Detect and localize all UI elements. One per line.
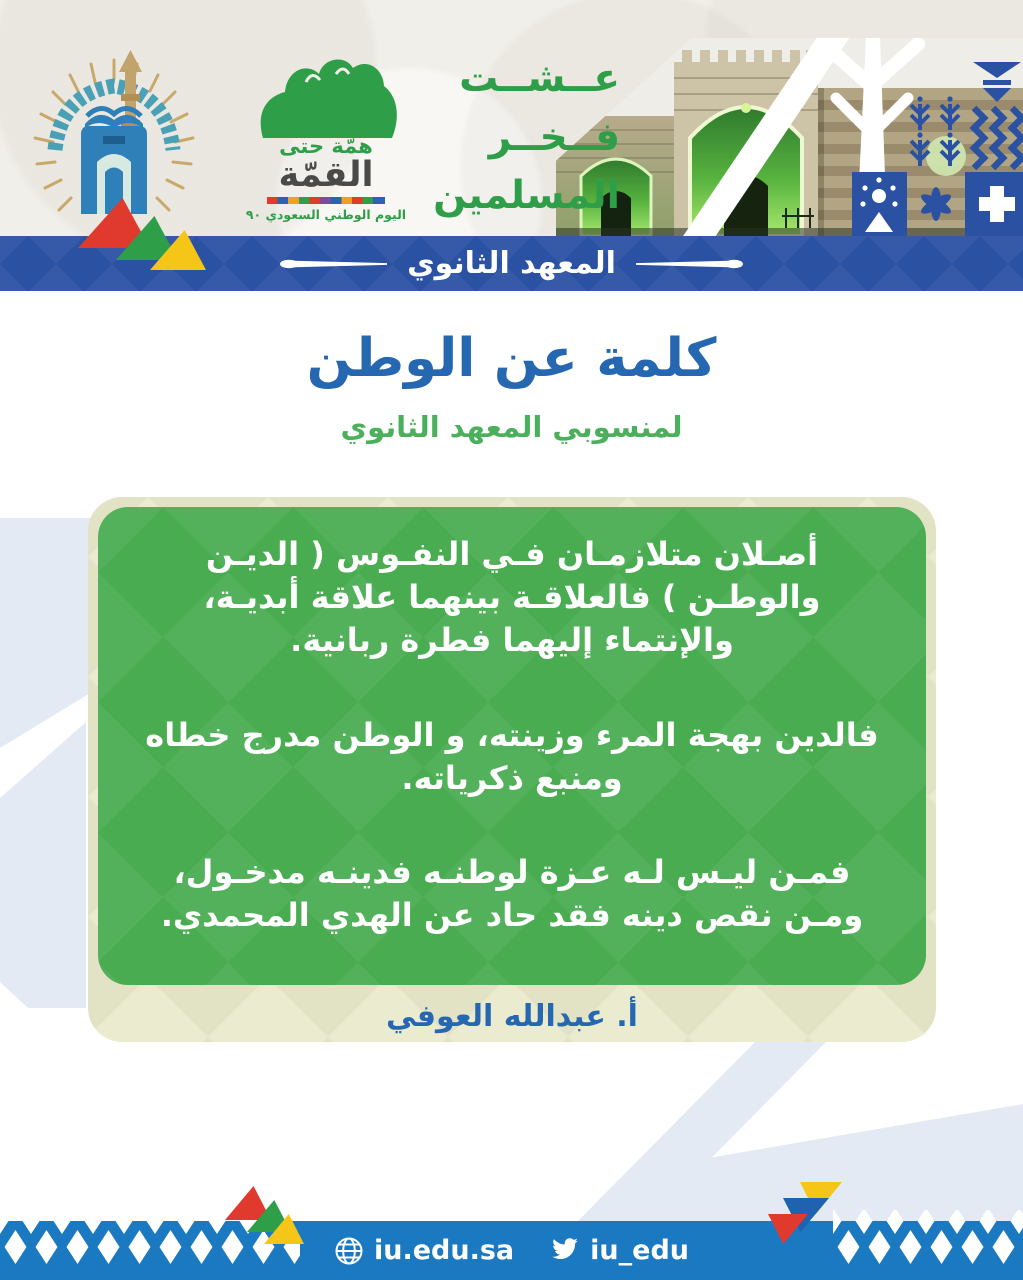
message-card <box>88 497 936 1042</box>
message-paragraph-1: أصـلان متلازمـان فـي النفـوس ( الديـن والوطـن ) فالعلاقـة بينهما علاقة أبديـة، والإنتماء إليهما فطرة ربانية. <box>203 535 821 659</box>
message-paragraph-3: فمـن ليـس لـه عـزة لوطنـه فدينـه مدخـول، ومـن نقص دينه فقد حاد عن الهدي المحمدي. <box>160 853 864 935</box>
nd-logo-line2: القمّة <box>278 155 374 195</box>
message-paragraph-2: فالدين بهجة المرء وزينته، و الوطن مدرج خطاه ومنبع ذكرياته. <box>145 715 879 797</box>
slogan-line-3: المسلمين <box>433 173 620 218</box>
header <box>0 0 1023 236</box>
page-title: كلمة عن الوطن <box>306 328 717 389</box>
nd-logo-line3: اليوم الوطني السعودي ٩٠ <box>245 207 407 222</box>
twitter-label: iu_edu <box>590 1235 689 1266</box>
slogan-line-1: عــشــت <box>459 56 620 101</box>
author-name: أ. عبدالله العوفي <box>386 999 638 1034</box>
footer <box>0 1221 1023 1280</box>
banner-dash-right-icon <box>634 259 744 269</box>
nd-logo-flags-strip <box>267 197 385 204</box>
banner-dash-left-icon <box>279 259 389 269</box>
mountain-figures-icon <box>251 52 401 138</box>
website-label: iu.edu.sa <box>374 1235 515 1266</box>
globe-icon <box>334 1236 364 1266</box>
message-box <box>98 507 926 985</box>
page-subtitle: لمنسوبي المعهد الثانوي <box>340 410 683 444</box>
twitter-icon <box>548 1237 580 1265</box>
sadu-pattern-ornament <box>852 62 1023 236</box>
banner-label: المعهد الثانوي <box>407 246 616 281</box>
slogan-line-2: فــخــر <box>488 114 620 160</box>
twitter-link[interactable] <box>548 1235 689 1266</box>
slogan-text <box>400 50 620 226</box>
nd-logo-line1: همّة حتى <box>279 134 373 158</box>
national-day-90-logo <box>243 52 409 222</box>
website-link[interactable] <box>334 1235 514 1266</box>
